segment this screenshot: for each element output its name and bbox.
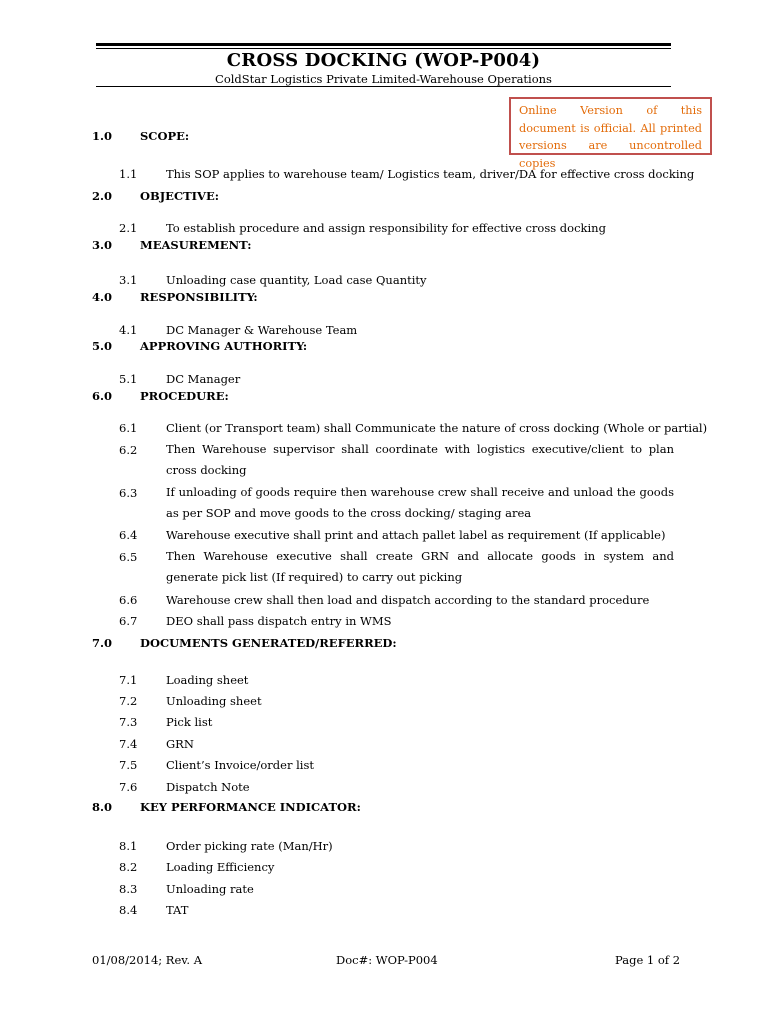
footer-page-number: Page 1 of 2 — [615, 953, 681, 967]
item-text: Warehouse executive shall print and attach pallet label as requirement (If applicable) — [166, 528, 666, 542]
section-label: OBJECTIVE: — [140, 189, 219, 203]
section-label: PROCEDURE: — [140, 389, 229, 403]
item-number: 6.5 — [119, 550, 138, 564]
section-number: 3.0 — [92, 238, 113, 252]
item-text: Client’s Invoice/order list — [166, 758, 314, 772]
subtitle-rule — [96, 86, 671, 87]
item-number: 6.7 — [119, 614, 138, 628]
item-number: 5.1 — [119, 372, 138, 386]
online-version-notice: Online Version of this document is official. All printed versions are uncontrolled copies — [509, 97, 712, 155]
section-label: SCOPE: — [140, 129, 190, 143]
item-number: 3.1 — [119, 273, 138, 287]
item-text: DC Manager & Warehouse Team — [166, 323, 358, 337]
item-text: TAT — [166, 903, 189, 917]
footer-date-revision: 01/08/2014; Rev. A — [92, 953, 203, 967]
item-text: Order picking rate (Man/Hr) — [166, 839, 333, 853]
footer-doc-number: Doc#: WOP-P004 — [336, 953, 438, 967]
section-label: APPROVING AUTHORITY: — [140, 339, 308, 353]
item-text: Unloading case quantity, Load case Quantity — [166, 273, 427, 287]
item-number: 7.3 — [119, 715, 138, 729]
item-text: Then Warehouse executive shall create GRN and allocate goods in system and generate pick list (If required) to carry out picking — [166, 549, 674, 584]
header-rule-thick — [96, 43, 671, 46]
section-number: 8.0 — [92, 800, 113, 814]
item-text: Pick list — [166, 715, 213, 729]
item-number: 8.4 — [119, 903, 138, 917]
item-text: Unloading sheet — [166, 694, 262, 708]
section-number: 1.0 — [92, 129, 113, 143]
item-text: Loading Efficiency — [166, 860, 275, 874]
item-text: Client (or Transport team) shall Communicate the nature of cross docking (Whole or partial) — [166, 421, 708, 435]
item-number: 6.4 — [119, 528, 138, 542]
item-text: Loading sheet — [166, 673, 249, 687]
item-number: 8.3 — [119, 882, 138, 896]
item-number: 7.1 — [119, 673, 138, 687]
item-number: 4.1 — [119, 323, 138, 337]
item-text: This SOP applies to warehouse team/ Logistics team, driver/DA for effective cross docking — [166, 167, 695, 181]
section-label: DOCUMENTS GENERATED/REFERRED: — [140, 636, 397, 650]
section-number: 5.0 — [92, 339, 113, 353]
item-text: GRN — [166, 737, 194, 751]
item-number: 7.5 — [119, 758, 138, 772]
item-text: DC Manager — [166, 372, 241, 386]
document-subtitle: ColdStar Logistics Private Limited-Warehouse Operations — [215, 72, 552, 86]
item-number: 6.2 — [119, 443, 138, 457]
item-number: 6.3 — [119, 486, 138, 500]
section-number: 4.0 — [92, 290, 113, 304]
item-text: Unloading rate — [166, 882, 254, 896]
item-number: 7.2 — [119, 694, 138, 708]
item-number: 6.1 — [119, 421, 138, 435]
item-number: 2.1 — [119, 221, 138, 235]
section-number: 2.0 — [92, 189, 113, 203]
item-text: Warehouse crew shall then load and dispatch according to the standard procedure — [166, 593, 650, 607]
item-text: DEO shall pass dispatch entry in WMS — [166, 614, 392, 628]
item-number: 1.1 — [119, 167, 138, 181]
section-label: RESPONSIBILITY: — [140, 290, 258, 304]
item-number: 7.4 — [119, 737, 138, 751]
item-text: If unloading of goods require then warehouse crew shall receive and unload the goods as per SOP and move goods to the cross docking/ staging area — [166, 485, 674, 520]
section-number: 7.0 — [92, 636, 113, 650]
header-rule-thin — [96, 48, 671, 49]
document-title: CROSS DOCKING (WOP-P004) — [226, 50, 541, 71]
item-number: 7.6 — [119, 780, 138, 794]
item-number: 8.1 — [119, 839, 138, 853]
item-text: Then Warehouse supervisor shall coordinate with logistics executive/client to plan cross docking — [166, 442, 674, 477]
section-label: MEASUREMENT: — [140, 238, 252, 252]
item-number: 6.6 — [119, 593, 138, 607]
item-number: 8.2 — [119, 860, 138, 874]
section-label: KEY PERFORMANCE INDICATOR: — [140, 800, 361, 814]
item-text: Dispatch Note — [166, 780, 250, 794]
section-number: 6.0 — [92, 389, 113, 403]
item-text: To establish procedure and assign responsibility for effective cross docking — [166, 221, 606, 235]
